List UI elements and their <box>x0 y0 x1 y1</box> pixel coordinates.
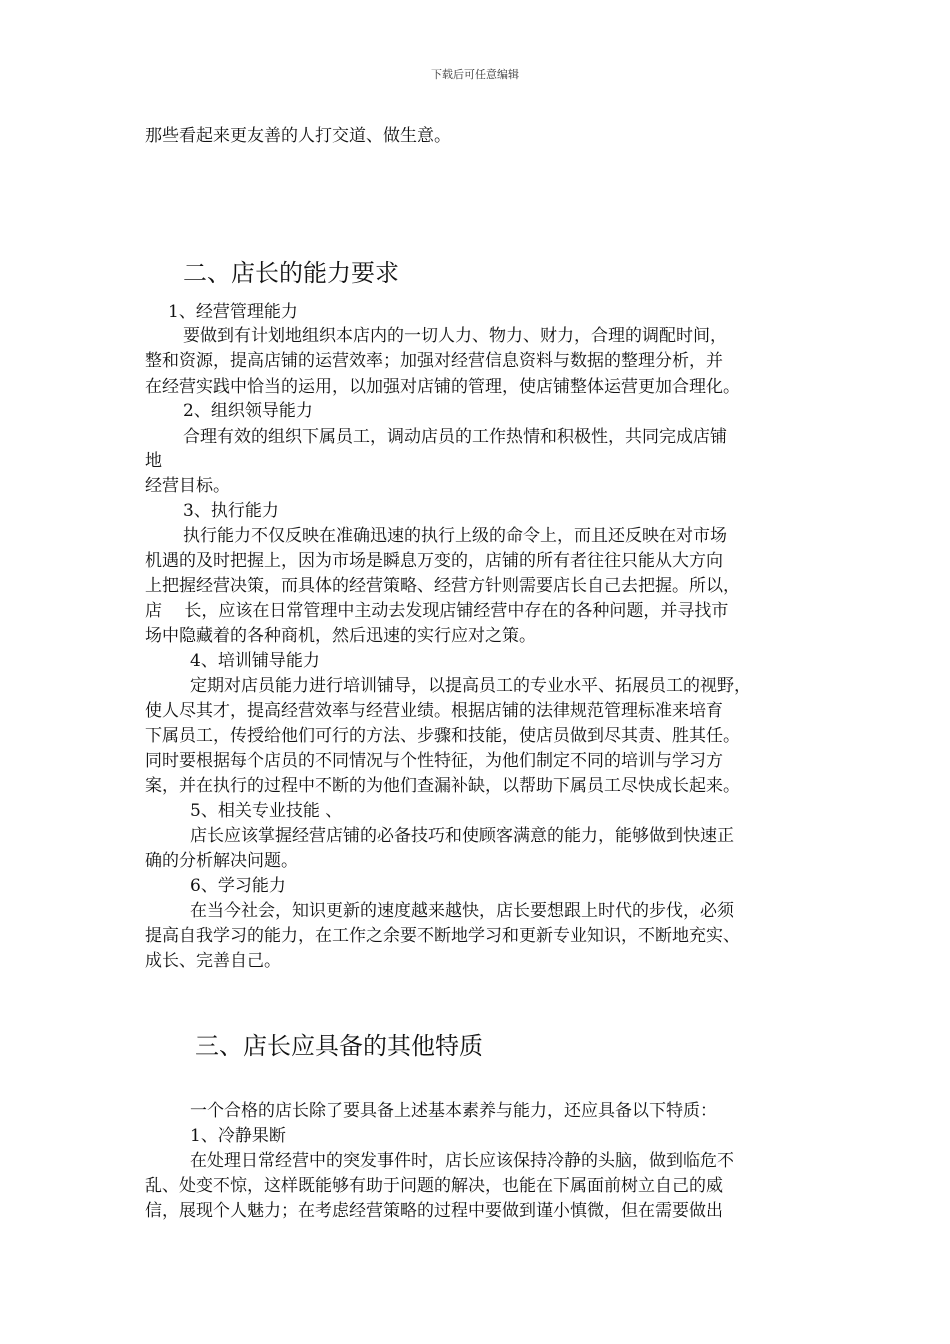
paragraph-line: 店 长，应该在日常管理中主动去发现店铺经营中存在的各种问题，并寻找市 <box>145 601 729 621</box>
paragraph-line: 在经营实践中恰当的运用，以加强对店铺的管理，使店铺整体运营更加合理化。 <box>145 377 740 397</box>
paragraph-line: 确的分析解决问题。 <box>145 851 298 871</box>
paragraph-line: 经营目标。 <box>145 476 230 496</box>
paragraph-line: 乱、处变不惊，这样既能够有助于问题的解决，也能在下属面前树立自己的威 <box>145 1176 723 1196</box>
subheading-execution: 3、执行能力 <box>183 501 279 521</box>
paragraph-line: 店长应该掌握经营店铺的必备技巧和使顾客满意的能力，能够做到快速正 <box>190 826 734 846</box>
paragraph-line: 定期对店员能力进行培训铺导，以提高员工的专业水平、拓展员工的视野， <box>190 676 751 696</box>
paragraph-line: 地 <box>145 451 162 471</box>
paragraph-line: 那些看起来更友善的人打交道、做生意。 <box>145 126 451 146</box>
page-header-note: 下载后可任意编辑 <box>431 68 519 81</box>
paragraph-line: 案，并在执行的过程中不断的为他们查漏补缺，以帮助下属员工尽快成长起来。 <box>145 776 740 796</box>
section-heading-abilities: 二、店长的能力要求 <box>183 259 399 287</box>
paragraph-line: 同时要根据每个店员的不同情况与个性特征，为他们制定不同的培训与学习方 <box>145 751 723 771</box>
paragraph-line: 提高自我学习的能力，在工作之余要不断地学习和更新专业知识，不断地充实、 <box>145 926 740 946</box>
subheading-training: 4、培训铺导能力 <box>190 651 320 671</box>
subheading-leadership: 2、组织领导能力 <box>183 401 313 421</box>
section-heading-other-qualities: 三、店长应具备的其他特质 <box>195 1032 483 1060</box>
paragraph-line: 合理有效的组织下属员工，调动店员的工作热情和积极性，共同完成店铺 <box>183 427 727 447</box>
paragraph-line: 场中隐藏着的各种商机，然后迅速的实行应对之策。 <box>145 626 536 646</box>
paragraph-line: 上把握经营决策，而具体的经营策略、经营方针则需要店长自己去把握。所以， <box>145 576 740 596</box>
paragraph-line: 一个合格的店长除了要具备上述基本素养与能力，还应具备以下特质： <box>190 1101 717 1121</box>
paragraph-line: 要做到有计划地组织本店内的一切人力、物力、财力，合理的调配时间， <box>183 326 727 346</box>
paragraph-line: 成长、完善自己。 <box>145 951 281 971</box>
subheading-skills: 5、相关专业技能 、 <box>190 801 343 821</box>
paragraph-line: 在处理日常经营中的突发事件时，店长应该保持冷静的头脑，做到临危不 <box>190 1151 734 1171</box>
subheading-calm-decisive: 1、冷静果断 <box>190 1126 286 1146</box>
subheading-learning: 6、学习能力 <box>190 876 286 896</box>
paragraph-line: 整和资源，提高店铺的运营效率；加强对经营信息资料与数据的整理分析，并 <box>145 351 723 371</box>
paragraph-line: 信，展现个人魅力；在考虑经营策略的过程中要做到谨小慎微，但在需要做出 <box>145 1201 723 1221</box>
paragraph-line: 使人尽其才，提高经营效率与经营业绩。根据店铺的法律规范管理标准来培育 <box>145 701 723 721</box>
paragraph-line: 下属员工，传授给他们可行的方法、步骤和技能，使店员做到尽其责、胜其任。 <box>145 726 740 746</box>
subheading-management: 1、经营管理能力 <box>168 302 298 322</box>
paragraph-line: 在当今社会，知识更新的速度越来越快，店长要想跟上时代的步伐，必须 <box>190 901 734 921</box>
paragraph-line: 执行能力不仅反映在准确迅速的执行上级的命令上，而且还反映在对市场 <box>183 526 727 546</box>
paragraph-line: 机遇的及时把握上，因为市场是瞬息万变的，店铺的所有者往往只能从大方向 <box>145 551 723 571</box>
